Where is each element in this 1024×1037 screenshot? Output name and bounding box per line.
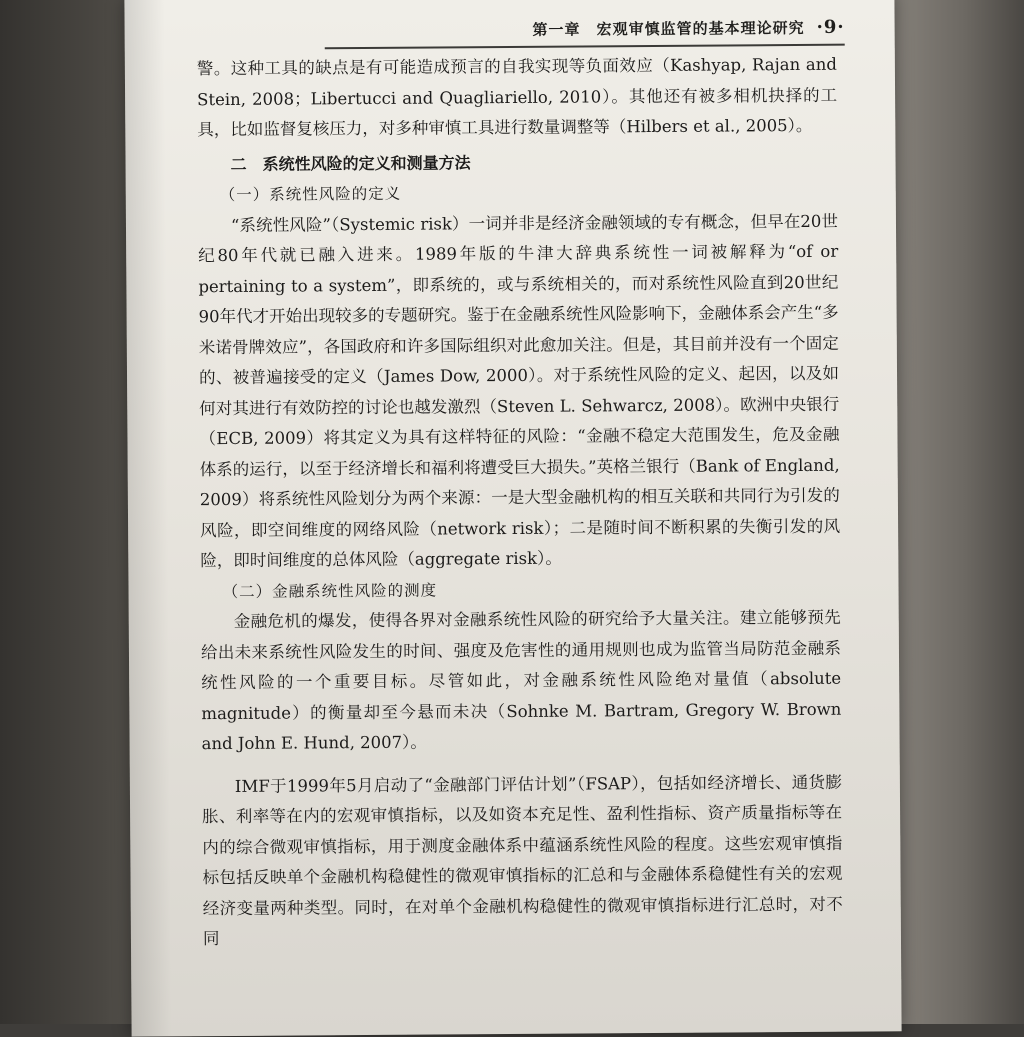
section-heading: 二 系统性风险的定义和测量方法 bbox=[230, 152, 471, 174]
running-header bbox=[325, 14, 845, 50]
paragraph-measurement: 金融危机的爆发，使得各界对金融系统性风险的研究给予大量关注。建立能够预先给出未来系统性风险发生的时间、强度及危害性的通用规则也成为监管当局防范金融系统性风险的一个重要目标。尽管如此，对金融系统性风险绝对量值（absolute magnitude）的衡量却至今悬而未决（Sohnke M. Bartram, Gregory W. Brown and John E. Hund, 2007）。 bbox=[200, 607, 842, 754]
subsection-heading-definition: （一）系统性风险的定义 bbox=[219, 184, 402, 205]
subsection-heading-measurement: （二）金融系统性风险的测度 bbox=[222, 581, 438, 601]
paragraph-continuation: 警。这种工具的缺点是有可能造成预言的自我实现等负面效应（Kashyap, Rajan and Stein, 2008；Libertucci and Quagliariello, 2010）。其他还有被多相机抉择的工具，比如监督复核压力，对多种审慎工具进行数量调整等（Hilbers et al., 2005）。 bbox=[196, 54, 838, 140]
chapter-title: 宏观审慎监管的基本理论研究 bbox=[596, 18, 805, 39]
paragraph-definition: “系统性风险”（Systemic risk）一词并非是经济金融领域的专有概念，但早在20世纪80年代就已融入进来。1989年版的牛津大辞典系统性一词被解释为“of or pertaining to a system”，即系统的，或与系统相关的，而对系统性风险直到20世纪90年代才开始出现较多的专题研究。鉴于在金融系统性风险影响下，金融体系会产生“多米诺骨牌效应”，各国政府和许多国际组织对此愈加关注。但是，其目前并没有一个固定的、被普遍接受的定义（James Dow, 2000）。对于系统性风险的定义、起因，以及如何对其进行有效防控的讨论也越发激烈（Steven L. Sehwarcz, 2008）。欧洲中央银行（ECB, 2009）将其定义为具有这样特征的风险：“金融不稳定大范围发生，危及金融体系的运行，以至于经济增长和福利将遭受巨大损失。”英格兰银行（Bank of England, 2009）将系统性风险划分为两个来源：一是大型金融机构的相互关联和共同行为引发的风险，即空间维度的网络风险（network risk）；二是随时间不断积累的失衡引发的风险，即时间维度的总体风险（aggregate risk）。 bbox=[198, 211, 841, 571]
paragraph-imf: IMF于1999年5月启动了“金融部门评估计划”（FSAP），包括如经济增长、通货膨胀、利率等在内的宏观审慎指标，以及如资本充足性、盈利性指标、资产质量指标等在内的综合微观审慎指标，用于测度金融体系中蕴涵系统性风险的程度。这些宏观审慎指标包括反映单个金融机构稳健性的微观审慎指标的汇总和与金融体系稳健性有关的宏观经济变量两种类型。同时，在对单个金融机构稳健性的微观审慎指标进行汇总时，对不同 bbox=[202, 772, 843, 949]
chapter-label: 第一章 bbox=[532, 20, 581, 39]
page-body bbox=[197, 50, 843, 955]
page-number: ·9· bbox=[816, 16, 845, 38]
book-page bbox=[124, 0, 901, 1037]
page-gutter-shadow bbox=[124, 0, 171, 1037]
